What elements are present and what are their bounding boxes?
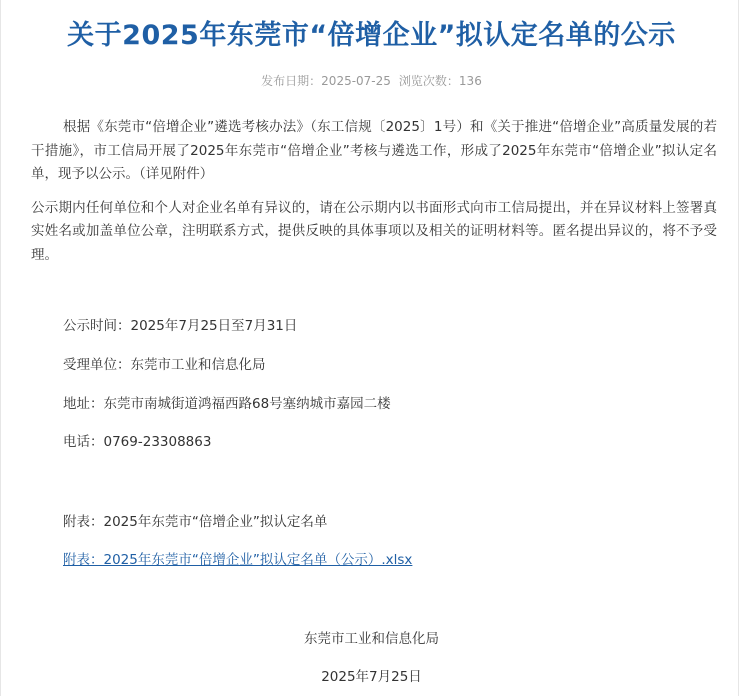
contact-phone: 电话：0769-23308863 — [63, 434, 212, 450]
body-paragraph-basis: 根据《东莞市“倍增企业”遴选考核办法》（东工信规〔2025〕1号）和《关于推进“倍增企业”高质量发展的若干措施》，市工信局开展了2025年东莞市“倍增企业”考核与遴选工作，形成了2025年东莞市“倍增企业”拟认定名单，现予以公示。（详见附件） — [31, 119, 717, 182]
attachment-download-link[interactable]: 附表：2025年东莞市“倍增企业”拟认定名单（公示）.xlsx — [63, 552, 413, 568]
contact-address: 地址：东莞市南城街道鸿福西路68号塞纳城市嘉园二楼 — [63, 396, 391, 412]
article-body — [31, 116, 717, 267]
view-count: 浏览次数：136 — [398, 74, 482, 88]
notice-period: 公示时间：2025年7月25日至7月31日 — [63, 318, 298, 334]
article-meta — [1, 72, 741, 90]
body-paragraph-objection: 公示期内任何单位和个人对企业名单有异议的，请在公示期内以书面形式向市工信局提出，并在异议材料上签署真实姓名或加盖单位公章，注明联系方式，提供反映的具体事项以及相关的证明材料等。匿名提出异议的，将不予受理。 — [31, 199, 717, 263]
attachment-label: 附表：2025年东莞市“倍增企业”拟认定名单 — [63, 514, 328, 530]
article-title: 关于2025年东莞市“倍增企业”拟认定名单的公示 — [67, 20, 676, 51]
accepting-unit: 受理单位：东莞市工业和信息化局 — [63, 357, 266, 373]
publish-date: 发布日期：2025-07-25 — [261, 74, 391, 88]
signature-organization: 东莞市工业和信息化局 — [304, 631, 439, 647]
signature-date: 2025年7月25日 — [321, 669, 422, 685]
